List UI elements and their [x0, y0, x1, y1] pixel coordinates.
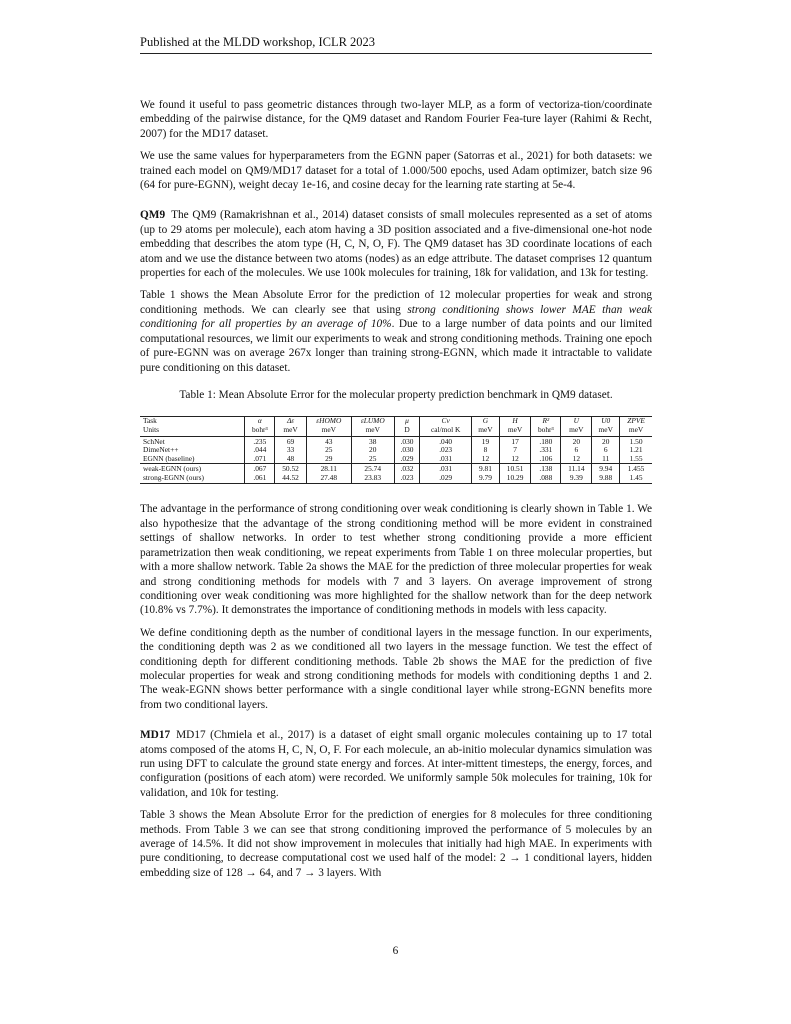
- cell: .067: [245, 464, 275, 474]
- cell: 33: [275, 446, 306, 455]
- running-header: Published at the MLDD workshop, ICLR 2023: [140, 35, 652, 54]
- cell: .032: [394, 464, 420, 474]
- table1-header-units: [140, 426, 652, 436]
- cell: 10.29: [499, 474, 530, 484]
- prop-header: Cv: [420, 417, 472, 426]
- unit-header: meV: [592, 426, 620, 436]
- cell: 50.52: [275, 464, 306, 474]
- cell: 25: [306, 446, 351, 455]
- prop-header: Δε: [275, 417, 306, 426]
- prop-header: α: [245, 417, 275, 426]
- cell: .061: [245, 474, 275, 484]
- cell: 6: [561, 446, 592, 455]
- table-row: [140, 474, 652, 484]
- md17-heading: MD17: [140, 729, 171, 742]
- cell: .030: [394, 436, 420, 446]
- cell: .023: [420, 446, 472, 455]
- cell: 1.455: [620, 464, 652, 474]
- cell: 44.52: [275, 474, 306, 484]
- cell: 43: [306, 436, 351, 446]
- paragraph-table3-discussion: Table 3 shows the Mean Absolute Error for the prediction of energies for 8 molecules for three conditioning methods. From Table 3 we can see that strong conditioning improved the performance of 5 molecules by an average of 14.5%. It did not show improvement in molecules that initially had high MAE. In experiments with pure conditioning, to decrease computational cost we used half of the model: 2 → 1 conditional layers, hidden embedding size of 128 → 64, and 7 → 3 layers. With: [140, 809, 652, 879]
- row-label: strong-EGNN (ours): [140, 474, 245, 484]
- table-row: [140, 455, 652, 464]
- units-label: Units: [143, 424, 160, 434]
- prop-header: G: [472, 417, 500, 426]
- unit-header: meV: [351, 426, 394, 436]
- cell: 11.14: [561, 464, 592, 474]
- cell: .031: [420, 455, 472, 464]
- cell: 29: [306, 455, 351, 464]
- table1: [140, 416, 652, 484]
- paragraph-hyperparameters: We use the same values for hyperparameters from the EGNN paper (Satorras et al., 2021) for both datasets: we trained each model on QM9/MD17 dataset for a total of 1.000/500 epochs, used Adam optimizer, batch size 96 (64 for pure-EGNN), weight decay 1e-16, and cosine decay for the learning rate starting at 5e-4.: [140, 150, 652, 192]
- prop-header: U: [561, 417, 592, 426]
- qm9-heading: QM9: [140, 209, 166, 222]
- cell: 1.55: [620, 455, 652, 464]
- cell: 69: [275, 436, 306, 446]
- cell: .023: [394, 474, 420, 484]
- cell: 25: [351, 455, 394, 464]
- cell: 17: [499, 436, 530, 446]
- cell: 11: [592, 455, 620, 464]
- prop-header: μ: [394, 417, 420, 426]
- unit-header: bohr³: [531, 426, 561, 436]
- cell: .088: [531, 474, 561, 484]
- cell: 38: [351, 436, 394, 446]
- cell: 6: [592, 446, 620, 455]
- md17-body: MD17 (Chmiela et al., 2017) is a dataset of eight small organic molecules containing up to 17 total atoms composed of the atoms H, C, N, O, F. For each molecule, an ab-initio molecular dynamics simulation was run using DFT to calculate the ground state energy and forces. At inter-mittent timesteps, the energy, forces, and configuration (positions of each atom) were recorded. We uniformly sample 50k molecules for training, 10k for validation, and 10k for testing.: [140, 729, 652, 799]
- cell: 9.88: [592, 474, 620, 484]
- unit-header: D: [394, 426, 420, 436]
- prop-header: εLUMO: [351, 417, 394, 426]
- cell: .235: [245, 436, 275, 446]
- cell: 20: [351, 446, 394, 455]
- cell: .331: [531, 446, 561, 455]
- cell: 9.94: [592, 464, 620, 474]
- cell: 9.81: [472, 464, 500, 474]
- table1-caption: Table 1: Mean Absolute Error for the molecular property prediction benchmark in QM9 dataset.: [179, 388, 613, 401]
- row-label: SchNet: [140, 436, 245, 446]
- cell: .029: [420, 474, 472, 484]
- cell: 9.79: [472, 474, 500, 484]
- cell: 12: [472, 455, 500, 464]
- page-number: 6: [392, 945, 399, 957]
- cell: 20: [561, 436, 592, 446]
- cell: .071: [245, 455, 275, 464]
- p4-text-a: Table 1 shows the Mean Absolute Error for the prediction of 12 molecular properties for weak and strong conditioning methods. We can clearly see that using: [140, 289, 652, 316]
- unit-header: meV: [499, 426, 530, 436]
- task-label: Task: [140, 417, 245, 426]
- cell: 12: [499, 455, 530, 464]
- unit-header: meV: [472, 426, 500, 436]
- prop-header: R²: [531, 417, 561, 426]
- cell: .030: [394, 446, 420, 455]
- row-label: weak-EGNN (ours): [140, 464, 245, 474]
- unit-header: cal/mol K: [420, 426, 472, 436]
- cell: 20: [592, 436, 620, 446]
- section-md17: [140, 728, 652, 800]
- prop-header: ZPVE: [620, 417, 652, 426]
- cell: 48: [275, 455, 306, 464]
- unit-header: meV: [275, 426, 306, 436]
- cell: .106: [531, 455, 561, 464]
- prop-header: H: [499, 417, 530, 426]
- prop-header: εHOMO: [306, 417, 351, 426]
- cell: 12: [561, 455, 592, 464]
- cell: 23.83: [351, 474, 394, 484]
- paragraph-conditioning-depth: We define conditioning depth as the number of conditional layers in the message function. In our experiments, the conditioning depth was 2 as we conditioned all two layers in the message function. We test the effect of conditioning depth for different conditioning methods. Table 2b shows the MAE for the prediction of five molecular properties for weak and strong conditioning methods for models with conditioning depths 1 and 2. The weak-EGNN shows better performance with a single conditional layer while strong-EGNN benefits more from two conditional layers.: [140, 626, 652, 711]
- cell: 8: [472, 446, 500, 455]
- paragraph-embedding: We found it useful to pass geometric distances through two-layer MLP, as a form of vectoriza-tion/coordinate embedding of the pairwise distance, for the QM9 dataset and Random Fourier Fea-ture layer (Rahimi & Recht, 2007) for the MD17 dataset.: [140, 99, 652, 140]
- unit-header: meV: [306, 426, 351, 436]
- cell: 27.48: [306, 474, 351, 484]
- section-qm9: [140, 208, 652, 280]
- p4-emphasis: strong conditioning shows lower MAE than weak conditioning for all properties by an average of 10%: [140, 303, 652, 331]
- cell: 9.39: [561, 474, 592, 484]
- row-label: EGNN (baseline): [143, 453, 195, 463]
- p4-text-b: . Due to a large number of data points and our limited computational resources, we limit our experiments to weak and strong conditioning methods. Training one epoch of pure-EGNN was on average 267x longer than training strong-EGNN, which made it intractable to validate pure conditioning on this dataset.: [140, 318, 652, 374]
- cell: .044: [245, 446, 275, 455]
- cell: 25.74: [351, 464, 394, 474]
- unit-header: meV: [561, 426, 592, 436]
- qm9-body: The QM9 (Ramakrishnan et al., 2014) dataset consists of small molecules represented as a set of atoms (up to 29 atoms per molecule), each atom having a 3D position associated and a five-dimensional one-hot node embedding that describes the atom type (H, C, N, O, F). The QM9 dataset has 3D coordinate locations of each atom and we use the distance between two atoms (nodes) as an edge attribute. The dataset comprises 12 quantum properties for each of the molecules. We use 100k molecules for training, 18k for validation, and 13k for testing.: [140, 209, 652, 280]
- cell: 1.45: [620, 474, 652, 484]
- row-label: DimeNet++: [143, 445, 179, 455]
- unit-header: meV: [620, 426, 652, 436]
- cell: 28.11: [306, 464, 351, 474]
- cell: 7: [499, 446, 530, 455]
- cell: .138: [531, 464, 561, 474]
- cell: .029: [394, 455, 420, 464]
- cell: 10.51: [499, 464, 530, 474]
- cell: 19: [472, 436, 500, 446]
- cell: 1.21: [620, 446, 652, 455]
- paragraph-shallow-networks: The advantage in the performance of strong conditioning over weak conditioning is clearly shown in Table 1. We also hypothesize that the advantage of the strong conditioning method will be more evident in constrained settings of shallow networks. In order to test whether strong conditioning provide a more efficient parametrization then weak conditioning, we repeat experiments from Table 1 on three molecular properties, but with a more shallow network. Table 2a shows the MAE for the prediction of three molecular properties for weak and strong conditioning methods for models with 7 and 3 layers. On average improvement of strong conditioning over weak conditioning was more highlighted for the shallow network than for the deep network (10.8% vs 7.7%). It demonstrates the importance of conditioning methods in models with less capacity.: [140, 503, 652, 617]
- cell: .040: [420, 436, 472, 446]
- prop-header: U0: [592, 417, 620, 426]
- page-body: [140, 98, 652, 888]
- cell: .180: [531, 436, 561, 446]
- cell: 1.50: [620, 436, 652, 446]
- unit-header: bohr³: [245, 426, 275, 436]
- cell: .031: [420, 464, 472, 474]
- paragraph-table1-discussion: [140, 288, 652, 374]
